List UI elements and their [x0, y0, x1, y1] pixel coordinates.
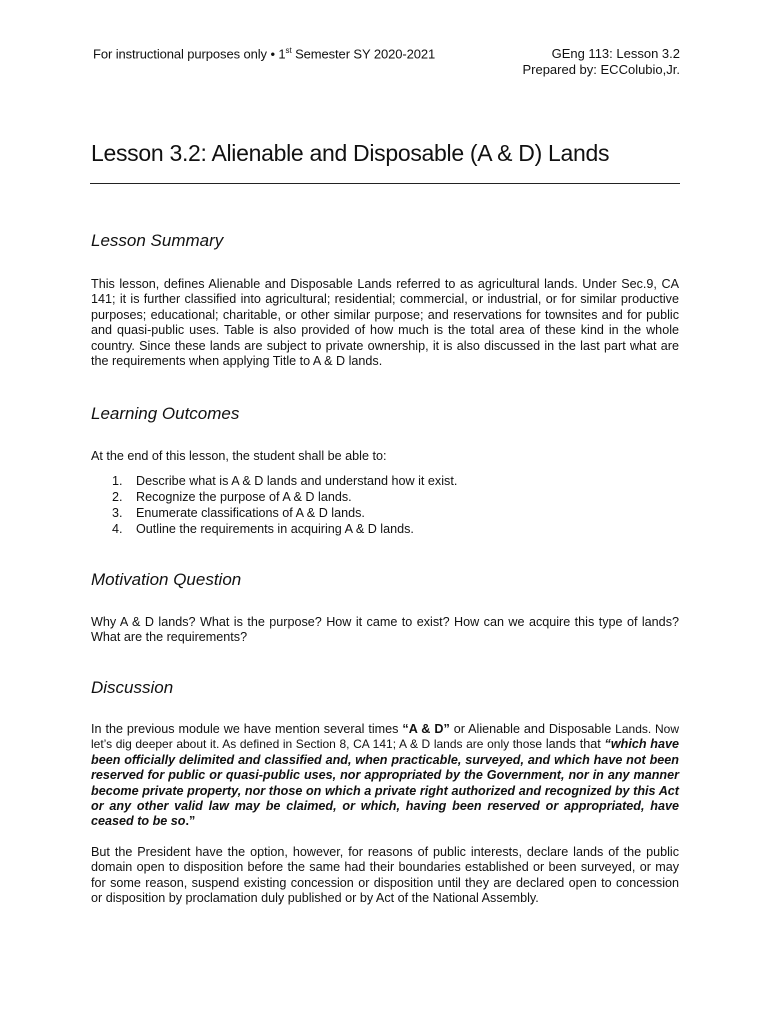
discussion-paragraph-2: But the President have the option, however, for reasons of public interests, declare lands of the public domain open to disposition before the same had their boundaries established or been surveyed, or may for some reason, suspend existing concession or disposition until they are declared open to concession or disposition by proclamation duly published or by Act of the National Assembly.	[91, 845, 679, 906]
discussion-term: “A & D”	[402, 722, 450, 736]
quote-end: .”	[185, 814, 196, 829]
motivation-heading: Motivation Question	[91, 570, 242, 589]
header-left-text: For instructional purposes only • 1	[93, 46, 286, 62]
list-item	[112, 521, 457, 537]
header-prepared-by: Prepared by: ECColubio,Jr.	[522, 62, 680, 77]
title-divider	[90, 183, 680, 184]
discussion-text: In the previous module we have mention several times	[91, 722, 403, 736]
list-number: 1.	[112, 474, 123, 488]
discussion-text: Lands. Now let’s dig deeper about it. As defined in Section 8, CA 141; A & D lands are only those	[91, 722, 679, 752]
learning-outcomes-intro: At the end of this lesson, the student shall be able to:	[91, 449, 387, 463]
lesson-summary-heading: Lesson Summary	[91, 231, 224, 250]
legal-quote: “which have been officially delimited and classified and, when practicable, surveyed, and which have not been reserved for public or quasi-public uses, nor appropriated by the Government, nor in any manner become private property, nor those on which a private right authorized and recognized by this Act or any other valid law may be claimed, or which, having been reserved or appropriated, have ceased to be so	[91, 737, 679, 829]
header-superscript: st	[285, 46, 292, 55]
list-text: Enumerate classifications of A & D lands.	[136, 506, 365, 520]
header-lesson-info	[500, 46, 680, 78]
learning-outcomes-list	[112, 473, 457, 537]
list-item	[112, 473, 457, 489]
discussion-heading: Discussion	[91, 678, 174, 697]
page-title: Lesson 3.2: Alienable and Disposable (A & D) Lands	[91, 140, 610, 166]
header-lesson-code: GEng 113: Lesson 3.2	[551, 46, 680, 61]
header-semester: Semester SY 2020-2021	[291, 46, 436, 62]
list-number: 2.	[112, 490, 123, 504]
motivation-text: Why A & D lands? What is the purpose? How it came to exist? How can we acquire this type of lands? What are the requirements?	[91, 615, 679, 645]
list-item	[112, 505, 457, 521]
learning-outcomes-heading: Learning Outcomes	[91, 404, 240, 423]
list-text: Outline the requirements in acquiring A & D lands.	[136, 522, 414, 536]
lesson-summary-text: This lesson, defines Alienable and Disposable Lands referred to as agricultural lands. Under Sec.9, CA 141; it is further classified into agricultural; residential; commercial, or industrial, or for similar productive purposes; educational; charitable, or other similar purpose; and reservations for townsites and for public and quasi-public uses. Table is also provided of how much is the total area of these kind in the whole country. Since these lands are subject to private ownership, it is also discussed in the last part what are the requirements when applying Title to A & D lands.	[91, 277, 679, 369]
discussion-text: or Alienable and Disposable	[449, 722, 616, 736]
list-text: Describe what is A & D lands and understand how it exist.	[136, 474, 458, 488]
list-number: 3.	[112, 506, 123, 520]
header-course-info	[93, 46, 435, 61]
discussion-paragraph-1	[91, 722, 679, 830]
list-item	[112, 489, 457, 505]
discussion-text: lands that	[542, 737, 605, 752]
list-text: Recognize the purpose of A & D lands.	[136, 490, 352, 504]
list-number: 4.	[112, 522, 123, 536]
